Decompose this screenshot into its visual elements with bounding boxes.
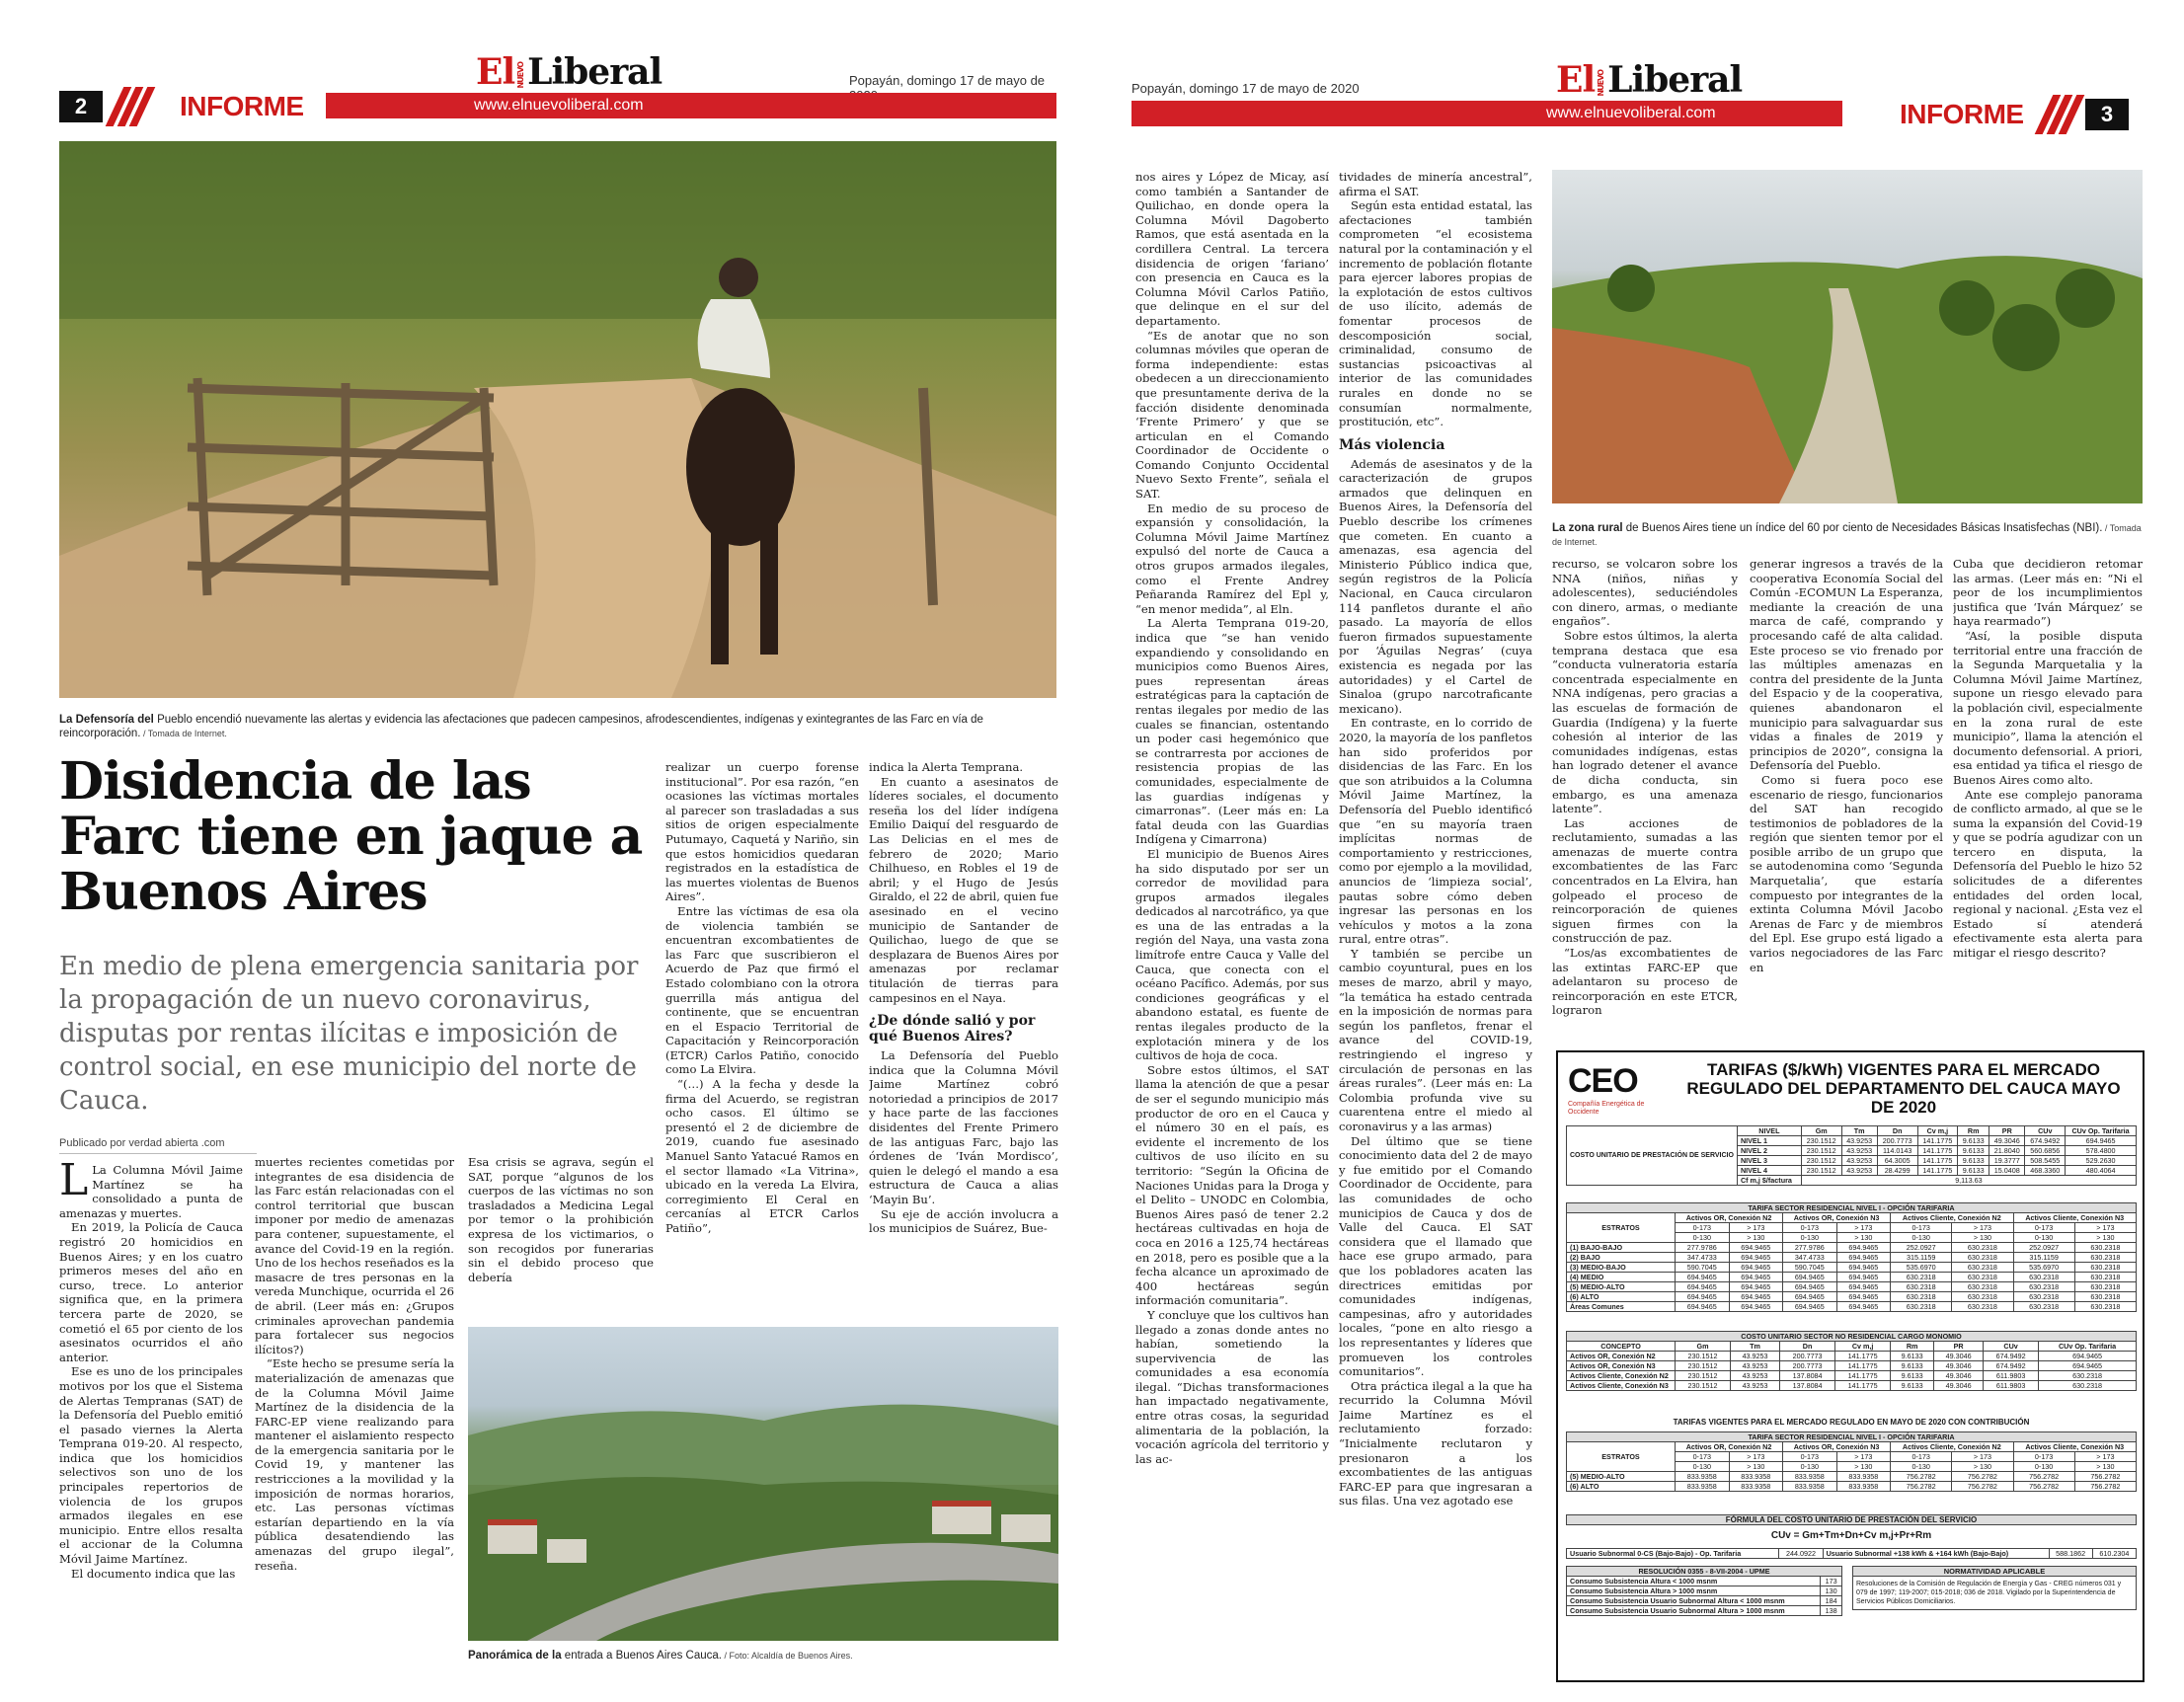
- stripes-decoration: [111, 91, 146, 122]
- caption-text: Pueblo encendió nuevamente las alertas y evidencia las afectaciones que padecen campesinos, afrodescendientes, indígenas y exintegrantes de las Farc en vía de reincorporación.: [59, 714, 983, 739]
- caption-credit: / Tomada de Internet.: [140, 729, 227, 738]
- table-row: NIVEL 2 230.1512 43.9253 114.0143 141.1775 9.6133 21.8040 560.6856 578.4800: [1567, 1146, 2137, 1156]
- photo-rider-gate: [59, 141, 1056, 698]
- table-row: (6) ALTO 833.9358 833.9358 833.9358 833.9358 756.2782 756.2782 756.2782 756.2782: [1567, 1482, 2137, 1492]
- article-column-1: [59, 1163, 243, 1686]
- ceo-brand: CEO: [1568, 1062, 1638, 1100]
- page-3: [1092, 0, 2184, 1702]
- logo-el: El: [1556, 59, 1596, 101]
- paragraph: “Así, la posible disputa territorial entre una fracción de la Segunda Marquetalia y la Columna Móvil Jaime Martínez, supone un riesgo elevado para la población civil, especialmente en la zona rural de este municipio”, llama la atención el documento defensorial. A priori, esa entidad ya tifica el riesgo de Buenos Aires como alto.: [1953, 628, 2143, 787]
- dateline: Popayán, domingo 17 de mayo de 2020: [1131, 81, 1360, 96]
- table-row: (5) MEDIO-ALTO 833.9358 833.9358 833.9358 833.9358 756.2782 756.2782 756.2782 756.2782: [1567, 1472, 2137, 1482]
- paragraph: Otra práctica ilegal a la que ha recurrido la Columna Móvil Jaime Martínez es el reclutamiento forzado: “Inicialmente reclutaron y presionaron a los excombatientes de las antiguas FARC-EP para que ingresaran a sus filas. Una vez agotado ese: [1339, 1378, 1532, 1509]
- table-row: Consumo Subsistencia Usuario Subnormal Altura < 1000 msnm 184: [1567, 1596, 1842, 1606]
- table-subnormal: [1566, 1548, 2137, 1559]
- logo-el: El: [476, 51, 515, 93]
- caption-text: entrada a Buenos Aires Cauca.: [561, 1650, 722, 1662]
- paragraph: Y también se percibe un cambio coyuntural, pues en los meses de marzo, abril y mayo, “la temática ha estado centrada en la imposición de normas para según los panfletos, frenar el avance del COVID-19, restringiendo el ingreso y circulación de personas en las áreas rurales”. (Leer más en: La Colombia profunda vive su cuarentena entre el miedo al coronavirus y a las armas): [1339, 946, 1532, 1133]
- caption-credit: / Tomada de Internet.: [1552, 523, 2142, 547]
- caption-credit: / Foto: Alcaldía de Buenos Aires.: [722, 1651, 853, 1661]
- page-header: [59, 51, 1056, 124]
- paragraph: En contraste, en lo corrido de 2020, la mayoría de los panfletos han sido proferidos por disidencias de las Farc. En los que son atribuidos a la Columna Móvil Jaime Martínez, la Defensoría del Pueblo identificó que “en su mayoría traen implícitas normas de comportamiento y restricciones, como por ejemplo a la movilidad, anuncios de ‘limpieza social’, pautas sobre cómo deben ingresar las personas en los vehículos y motos a la zona rural, entre otras”.: [1339, 716, 1532, 947]
- table-row: (6) ALTO 694.9465 694.9465 694.9465 694.9465 630.2318 630.2318 630.2318 630.2318: [1567, 1292, 2137, 1302]
- paragraph: Del último que se tiene conocimiento data del 2 de mayo y fue emitido por el Comando Coordinador de Occidente, para las comunidades de ocho municipios de Cauca y dos de Valle del Cauca. El SAT considera que el llamado que hace ese grupo armado, para que los pobladores acaten las directrices emitidas por comunidades indígenas, campesinas, afro y autoridades locales, “pone en alto riesgo a los representantes y líderes que promueven los controles comunitarios”.: [1339, 1133, 1532, 1379]
- paragraph: Sobre estos últimos, el SAT llama la atención de que a pesar de ser el segundo municipio más productor de oro en el Cauca y el número 30 en el país, es evidente el incremento de los cultivos de uso ilícito en su territorio: “Según la Oficina de Naciones Unidas para la Droga y el Delito – UNODC en Colombia, Buenos Aires pasó de tener 2.2 hectáreas cultivadas en hoja de coca en 2016 a 125,74 hectáreas en 2018, pero es posible que a la fecha alcance un aproximado de 400 hectáreas según información comunitaria”.: [1135, 1062, 1329, 1308]
- article-column-4: [1750, 557, 1943, 1035]
- site-url: www.elnuevoliberal.com: [474, 97, 644, 114]
- paragraph: En medio de su proceso de expansión y consolidación, la Columna Móvil Jaime Martínez expulsó del norte de Cauca a otros grupos armados ilegales, como el Frente Andrey Peñaranda Ramírez del Epl y, “en menor medida”, al Eln.: [1135, 501, 1329, 616]
- paragraph: Ante ese complejo panorama de conflicto armado, al que se le suma la expansión del Covid-19 y que se podría agudizar con un tercero en disputa, la Defensoría del Pueblo le hizo 52 solicitudes de a diferentes entidades del orden local, regional y nacional. ¿Esta vez el Estado sí atenderá efectivamente esta alerta para mitigar el riesgo descrito?: [1953, 787, 2143, 961]
- section-label: INFORME: [1900, 99, 2024, 129]
- stripes-decoration: [2040, 99, 2075, 130]
- paragraph: En 2019, la Policía de Cauca registró 20 homicidios en Buenos Aires; y en los cuatro primeros meses del año en curso, trece. Lo anterior significa que, en la primera tercera parte de 2020, se cometió el 65 por ciento de los asesinatos ocurridos el año anterior.: [59, 1220, 243, 1364]
- table-row: (2) BAJO 347.4733 694.9465 347.4733 694.9465 315.1159 630.2318 315.1159 630.2318: [1567, 1253, 2137, 1263]
- article-column-2: [1339, 170, 1532, 1670]
- paragraph: realizar un cuerpo forense institucional”. Por esa razón, “en ocasiones las víctimas mortales al parecer son trasladadas a sus sitios de origen especialmente Putumayo, Caquetá y Nariño, sin que estos homicidios quedaran registrados en la estadística de las muertes violentas de Buenos Aires”.: [665, 760, 859, 904]
- table-row: Consumo Subsistencia Altura > 1000 msnm 130: [1567, 1586, 1842, 1596]
- table-row: Usuario Subnormal 0-CS (Bajo-Bajo) - Op. Tarifaria 244.0922 Usuario Subnormal +138 kWh & +164 kWh (Bajo-Bajo) 588.1862 610.2304: [1567, 1549, 2137, 1559]
- table-cost-unit: COSTO UNITARIO DE PRESTACIÓN DE SERVICIO NIVEL Gm Tm Dn Cv m,j Rm PR CUv CUv Op. Tarifaria NIVEL 1 230.1512 43.9253 200.7773 141.1775 9.6133 49.3046 674.9492 694.9465 NIVEL 2 230.1512 43.9253 114.0143 141.1775 9.6133 21.8040 560.6856 578.4800 NIVEL 3 230.1512 43.9253 64.3005 141.1775 9.6133 19.3777 508.5455 529.2630 NIVEL 4 230.1512 43.9253 28.4299 141.1775 9.6133 15.0408 468.3360 480.4064 Cf m,j $/factura 9,113.63: [1566, 1125, 2137, 1186]
- site-url: www.elnuevoliberal.com: [1546, 105, 1716, 121]
- logo-liberal: Liberal: [527, 51, 663, 93]
- paragraph: “(…) A la fecha y desde la firma del Acuerdo, se registran ocho casos. El último se presentó el 2 de diciembre de 2019, cuando fue asesinado Manuel Santo Yatacué Ramos en el sector llamado «La Vitrina», ubicado en la vereda La Elvira, corregimiento El Ceral en cercanías al ETCR Carlos Patiño”,: [665, 1077, 859, 1235]
- table-row: (5) MEDIO-ALTO 694.9465 694.9465 694.9465 694.9465 630.2318 630.2318 630.2318 630.2318: [1567, 1282, 2137, 1292]
- table-row: Consumo Subsistencia Altura < 1000 msnm 173: [1567, 1577, 1842, 1586]
- formula-title: FÓRMULA DEL COSTO UNITARIO DE PRESTACIÓN DEL SERVICIO: [1566, 1514, 2137, 1525]
- table-row: (1) BAJO-BAJO 277.9786 694.9465 277.9786 694.9465 252.0927 630.2318 252.0927 630.2318: [1567, 1243, 2137, 1253]
- paragraph: Sobre estos últimos, la alerta temprana destaca que esa “conducta vulneratoria estaría concentrada especialmente en NNA indígenas, pero gracias a las escuelas de formación de Guardia (Indígena) y la fuerte cohesión al interior de las comunidades indígenas, estas han logrado detener el avance de dicha conducta, sin embargo, es una amenaza latente”.: [1552, 628, 1738, 816]
- paragraph: nos aires y López de Micay, así como también a Santander de Quilichao, en donde opera la Columna Móvil Dagoberto Ramos, que está asentada en la cordillera Central. La tercera disidencia de origen ‘fariano’ con presencia en Cauca es la Columna Móvil Carlos Patiño, que delinque en el sur del departamento.: [1135, 170, 1329, 328]
- table-row: Activos Cliente, Conexión N2 230.1512 43.9253 137.8084 141.1775 9.6133 49.3046 611.9803 630.2318: [1567, 1371, 2137, 1381]
- ad-title: TARIFAS ($/kWh) VIGENTES PARA EL MERCADO REGULADO DEL DEPARTAMENTO DEL CAUCA MAYO DE 2020: [1686, 1060, 2121, 1117]
- paragraph: Ese es uno de los principales motivos por los que el Sistema de Alertas Tempranas (SAT) de la Defensoría del Pueblo emitió el pasado viernes la Alerta Temprana 019-20. Al respecto, indica que los homicidios selectivos son uno de los principales repertorios de violencia de los grupos armados ilegales en ese municipio. Entre ellos resalta el accionar de la Columna Móvil Jaime Martínez.: [59, 1364, 243, 1567]
- article-column-3: [468, 1155, 654, 1313]
- article-column-4: [665, 760, 859, 1313]
- paragraph: “Este hecho se presume sería la materialización de amenazas que de la Columna Móvil Jaime Martínez de la disidencia de la FARC-EP viene realizando para mantener el aislamiento respecto de la emergencia sanitaria por le Covid 19, y mantener las restricciones a la movilidad y la imposición de normas horarios, etc. Las personas víctimas estarían departiendo en la vía pública desatendiendo las amenazas del grupo ilegal”, reseña.: [255, 1356, 454, 1573]
- caption-text: de Buenos Aires tiene un índice del 60 por ciento de Necesidades Básicas Insatisfechas (NBI).: [1622, 522, 2103, 534]
- photo-road-illustration: [1552, 170, 2143, 503]
- paragraph: muertes recientes cometidas por integrantes de esa disidencia de las Farc están relacionadas con el control territorial que buscan imponer por medio de amenazas para contener, supuestamente, el avance del Covid-19 en la región. Uno de los hechos reseñados es la masacre de tres personas en la vereda Munchique, ocurrida el 26 de abril. (Leer más en: ¿Grupos criminales aprovechan pandemia para fortalecer sus negocios ilícitos?): [255, 1155, 454, 1356]
- table-label: COSTO UNITARIO DE PRESTACIÓN DE SERVICIO: [1567, 1126, 1738, 1186]
- paragraph: La Defensoría del Pueblo indica que la Columna Móvil Jaime Martínez cobró notoriedad a principios de 2017 y hace parte de las facciones disidentes del Frente Primero de las antiguas Farc, bajo las órdenes de ‘Iván Mordisco’, quien le delegó el mando a esa estructura de Cauca a alias ‘Mayin Bu’.: [869, 1048, 1058, 1207]
- header-red-bar: [326, 93, 1056, 118]
- caption-bold: La zona rural: [1552, 522, 1623, 534]
- table-residential: TARIFA SECTOR RESIDENCIAL NIVEL I - OPCIÓN TARIFARIA ESTRATOS Activos OR, Conexión N2 Activos OR, Conexión N3 Activos Cliente, Conexión N2 Activos Cliente, Conexión N3 0-173 > 173 0-173 > 173 0-173 > 173 0-173 > 173 0-130 > 130 0-130 > 130 0-130 > 130 0-130 > 130 (1) BAJO-BAJO 277.9786 694.9465 277.9786 694.9465 252.0927 630.2318 252.0927 630.2318 (2) BAJO 347.4733 694.9465 347.4733 694.9465 315.1159 630.2318 315.1159 630.2318 (3) MEDIO-BAJO 590.7045 694.9465 590.7045 694.9465 535.6970 630.2318 535.6970 630.2318 (4) MEDIO 694.9465 694.9465 694.9465 694.9465 630.2318 630.2318 630.2318 630.2318 (5) MEDIO-ALTO 694.9465 694.9465 694.9465 694.9465 630.2318 630.2318 630.2318 630.2318 (6) ALTO 694.9465 694.9465 694.9465 694.9465 630.2318 630.2318 630.2318 630.2318 Áreas Comunes 694.9465 694.9465 694.9465 694.9465 630.2318 630.2318 630.2318 630.2318: [1566, 1202, 2137, 1312]
- paragraph: Y concluye que los cultivos han llegado a zonas donde antes no habían, sometiendo la supervivencia de las comunidades a esa economía ilegal. “Dichas transformaciones han impactado negativamente, entre otras cosas, la seguridad alimentaria de la población, la vocación agrícola del territorio y las ac-: [1135, 1307, 1329, 1466]
- paragraph: “Es de anotar que no son columnas móviles que operan de forma independiente: estas obedecen a un direccionamiento que presuntamente deriva de la facción disidente denominada ‘Frente Primero’ y que se articulan en el Comando Coordinador de Occidente o Comando Conjunto Occidental Nuevo Sexto Frente”, señala el SAT.: [1135, 328, 1329, 502]
- article-column-5: [1953, 557, 2143, 1035]
- paragraph: Según esta entidad estatal, las afectaciones también comprometen “el ecosistema natural por la contaminación y el incremento de población flotante para ejercer labores propias de la explotación de estos cultivos de uso ilícito, además de fomentar procesos de descomposición social, criminalidad, consumo de sustancias psicoactivas al interior de las comunidades rurales en donde no se consumían normalmente, prostitución, etc”.: [1339, 198, 1532, 429]
- drop-cap: L: [59, 1163, 89, 1205]
- ceo-brand-sub: Compañía Energética de Occidente: [1568, 1101, 1645, 1116]
- newspaper-logo: [476, 51, 662, 93]
- caption-bold: Panorámica de la: [468, 1650, 562, 1662]
- article-column-1: [1135, 170, 1329, 1670]
- photo-rider-gate-illustration: [59, 141, 1056, 698]
- normativity-title: NORMATIVIDAD APLICABLE: [1853, 1567, 2136, 1577]
- paragraph: El municipio de Buenos Aires ha sido disputado por ser un corredor de movilidad para grupos armados ilegales dedicados al narcotráfico, ya que es una de las entradas a la región del Naya, una vasta zona limítrofe entre Cauca y Valle del Cauca, que conecta con el océano Pacífico. Además, por sus condiciones geográficas y el abandono estatal, es fuente de rentas ilegales producto de la explotación minera y de los cultivos de hoja de coca.: [1135, 846, 1329, 1063]
- paragraph: indica la Alerta Temprana.: [869, 760, 1024, 774]
- table-row: NIVEL 4 230.1512 43.9253 28.4299 141.1775 9.6133 15.0408 468.3360 480.4064: [1567, 1166, 2137, 1176]
- table-row: Cf m,j $/factura 9,113.63: [1567, 1176, 2137, 1186]
- table-row: (3) MEDIO-BAJO 590.7045 694.9465 590.7045 694.9465 535.6970 630.2318 535.6970 630.2318: [1567, 1263, 2137, 1273]
- paragraph: Esa crisis se agrava, según el SAT, porque “algunos de los cuerpos de las víctimas no son trasladados a Medicina Legal por temor o la prohibición expresa de los victimarios, o son recogidos por funerarias sin el debido proceso que debería: [468, 1155, 654, 1284]
- table-row: NIVEL 3 230.1512 43.9253 64.3005 141.1775 9.6133 19.3777 508.5455 529.2630: [1567, 1156, 2137, 1166]
- photo-rural-road: [1552, 170, 2143, 503]
- article-column-2: [255, 1155, 454, 1668]
- normativity-box: [1852, 1566, 2137, 1610]
- paragraph: L La Columna Móvil Jaime Martínez se ha consolidado a punta de amenazas y muertes.: [59, 1163, 243, 1220]
- paragraph: Su eje de acción involucra a los municipios de Suárez, Bue-: [869, 1206, 1058, 1236]
- photo-panorama-illustration: [468, 1327, 1058, 1641]
- ceo-tariff-ad: [1556, 1050, 2145, 1682]
- headline: Disidencia de las Farc tiene en jaque a Buenos Aires: [59, 751, 643, 922]
- page-header: [1131, 55, 2129, 129]
- table-contribution: TARIFA SECTOR RESIDENCIAL NIVEL I - OPCIÓN TARIFARIA ESTRATOS Activos OR, Conexión N2 Activos OR, Conexión N3 Activos Cliente, Conexión N2 Activos Cliente, Conexión N3 0-173 > 173 0-173 > 173 0-173 > 173 0-173 > 173 0-130 > 130 0-130 > 130 0-130 > 130 0-130 > 130 (5) MEDIO-ALTO 833.9358 833.9358 833.9358 833.9358 756.2782 756.2782 756.2782 756.2782 (6) ALTO 833.9358 833.9358 833.9358 833.9358 756.2782 756.2782 756.2782 756.2782: [1566, 1431, 2137, 1492]
- table-row: Activos Cliente, Conexión N3 230.1512 43.9253 137.8084 141.1775 9.6133 49.3046 611.9803 630.2318: [1567, 1381, 2137, 1391]
- logo-nuevo: NUEVO: [516, 61, 526, 89]
- table-consumo: RESOLUCIÓN 0355 - 8-VII-2004 - UPME Consumo Subsistencia Altura < 1000 msnm 173 Consumo Subsistencia Altura > 1000 msnm 130 Consumo Subsistencia Usuario Subnormal Altura < 1000 msnm 184 Consumo Subsistencia Usuario Subnormal Altura > 1000 msnm 138: [1566, 1566, 1842, 1616]
- paragraph: Entre las víctimas de esa ola de violencia también se encuentran excombatientes de las Farc que suscribieron el Acuerdo de Paz que firmó el Estado colombiano con la otrora guerrilla más antigua del continente, que se encuentran en el Espacio Territorial de Capacitación y Reincorporación (ETCR) Carlos Patiño, conocido como La Elvira.: [665, 903, 859, 1077]
- paragraph: “Los/as excombatientes de las extintas FARC-EP que adelantaron su proceso de reincorporación en este ETCR, lograron: [1552, 946, 1738, 1018]
- dateline: Popayán, domingo 17 de mayo de: [849, 73, 1046, 88]
- normativity-text: Resoluciones de la Comisión de Regulación de Energía y Gas - CREG números 031 y 079 de 1997; 119-2007; 015-2018; 036 de 2018. Vigilado por la Superintendencia de Servicios Públicos Domiciliarios.: [1856, 1581, 2122, 1605]
- paragraph: Además de asesinatos y de la caracterización de grupos armados que delinquen en Buenos Aires, la Defensoría del Pueblo describe los crímenes que cometen. En cuanto a amenazas, esa agencia del Ministerio Público indica que, según registros de la Policía Nacional, en Cauca circularon 114 panfletos durante el año pasado. La mayoría de ellos fueron firmados supuestamente por ‘Águilas Negras’ (cuya existencia es negada por las autoridades) y el Cartel de Sinaloa (grupo narcotraficante mexicano).: [1339, 456, 1532, 716]
- table-row: Consumo Subsistencia Usuario Subnormal Altura > 1000 msnm 138: [1567, 1606, 1842, 1616]
- paragraph: El documento indica que las: [71, 1566, 236, 1581]
- page-number: 2: [59, 91, 103, 122]
- table-row: Activos OR, Conexión N3 230.1512 43.9253 200.7773 141.1775 9.6133 49.3046 674.9492 694.9465: [1567, 1361, 2137, 1371]
- table-non-residential: COSTO UNITARIO SECTOR NO RESIDENCIAL CARGO MONOMIO CONCEPTO Gm Tm Dn Cv m,j Rm PR CUv CUv Op. Tarifaria Activos OR, Conexión N2 230.1512 43.9253 200.7773 141.1775 9.6133 49.3046 674.9492 694.9465 Activos OR, Conexión N3 230.1512 43.9253 200.7773 141.1775 9.6133 49.3046 674.9492 694.9465 Activos Cliente, Conexión N2 230.1512 43.9253 137.8084 141.1775 9.6133 49.3046 611.9803 630.2318 Activos Cliente, Conexión N3 230.1512 43.9253 137.8084 141.1775 9.6133 49.3046 611.9803 630.2318: [1566, 1331, 2137, 1391]
- table-row: Activos OR, Conexión N2 230.1512 43.9253 200.7773 141.1775 9.6133 49.3046 674.9492 694.9465: [1567, 1352, 2137, 1361]
- paragraph: recurso, se volcaron sobre los NNA (niños, niñas y adolescentes), seduciéndoles con dinero, armas, o mediante engaños”.: [1552, 557, 1738, 629]
- page-number: 3: [2085, 99, 2129, 130]
- section-label: INFORME: [180, 91, 304, 121]
- table-row: (4) MEDIO 694.9465 694.9465 694.9465 694.9465 630.2318 630.2318 630.2318 630.2318: [1567, 1273, 2137, 1282]
- paragraph: Como si fuera poco ese escenario de riesgo, funcionarios del SAT han recogido testimonios de pobladores de la región que sienten temor por el posible arribo de un grupo que se autodenomina como ‘Segunda Marquetalia’, que estaría compuesto por integrantes de la extinta Columna Móvil Jacobo Arenas de Farc y de miembros del Epl. Ese grupo está ligado a varios negociadores de las Farc en: [1750, 772, 1943, 974]
- byline: Publicado por verdad abierta .com: [59, 1137, 257, 1154]
- paragraph: Las acciones de reclutamiento, sumadas a las amenazas de muerte contra excombatientes de las Farc concentrados en La Elvira, han golpeado el proceso de reincorporación de quienes siguen firmes con la construcción de paz.: [1552, 815, 1738, 946]
- caption-bold: La Defensoría del: [59, 714, 154, 726]
- article-column-5: [869, 760, 1058, 1313]
- ad-contribution-line: TARIFAS VIGENTES PARA EL MERCADO REGULADO EN MAYO DE 2020 CON CONTRIBUCIÓN: [1673, 1418, 2030, 1427]
- newspaper-logo: [1556, 59, 1742, 101]
- deck: En medio de plena emergencia sanitaria por la propagación de un nuevo coronavirus, disputas por rentas ilícitas e imposición de control social, en ese municipio del norte de Cauca.: [59, 952, 639, 1116]
- table-row: Áreas Comunes 694.9465 694.9465 694.9465 694.9465 630.2318 630.2318 630.2318 630.2318: [1567, 1302, 2137, 1312]
- table-row: NIVEL 1 230.1512 43.9253 200.7773 141.1775 9.6133 49.3046 674.9492 694.9465: [1567, 1136, 2137, 1146]
- photo2-caption: [468, 1649, 1058, 1663]
- subheading: Más violencia: [1339, 436, 1445, 453]
- ceo-logo: [1568, 1062, 1659, 1117]
- paragraph: La Alerta Temprana 019-20, indica que “se han venido expandiendo y consolidando en municipios como Buenos Aires, pues representan áreas estratégicas para la captación de rentas ilegales por medio de las cuales se financian, ostentando un poder casi hegemónico que se contrarresta por acciones de resistencia propias de las comunidades, especialmente de las guardias indígenas y cimarronas”. (Leer más en: La fatal deuda con las Guardias Indígena y Cimarrona): [1135, 616, 1329, 847]
- paragraph: tividades de minería ancestral”, afirma el SAT.: [1339, 170, 1532, 198]
- article-column-3: [1552, 557, 1738, 1035]
- paragraph: Cuba que decidieron retomar las armas. (Leer más en: “Ni el peor de los incumplimientos justifica que ‘Iván Márquez’ se haya rearmado”): [1953, 557, 2143, 629]
- photo-buenos-aires-panorama: [468, 1327, 1058, 1641]
- formula: CUv = Gm+Tm+Dn+Cv m,j+Pr+Rm: [1770, 1530, 1932, 1541]
- logo-liberal: Liberal: [1607, 59, 1743, 101]
- paragraph: En cuanto a asesinatos de líderes sociales, el documento reseña los del líder indígena Emilio Daiquí del resguardo de Las Delicias en el mes de febrero de 2020; Mario Chilhueso, en Robles el 19 de abril; y el Hugo de Jesús Giraldo, el 22 de abril, quien fue asesinado en el vecino municipio de Santander de Quilichao, luego de que se desplazara de Buenos Aires por amenazas por reclamar titulación de tierras para campesinos en el Naya.: [869, 774, 1058, 1005]
- header-red-bar: [1131, 101, 1842, 126]
- logo-nuevo: NUEVO: [1597, 69, 1606, 97]
- photo-caption: [59, 713, 1056, 740]
- photo-caption: [1552, 521, 2143, 549]
- paragraph: generar ingresos a través de la cooperativa Economía Social del Común -ECOMUN La Esperanza, mediante la creación de una marca de café, comprando y procesando café de alta calidad. Este proceso se vio frenado por las múltiples amenazas en contra del presidente de la Junta del Espacio y de la cooperativa, quienes abandonaron el municipio para salvaguardar sus vidas a finales de 2019 y principios de 2020”, consigna la Defensoría del Pueblo.: [1750, 557, 1943, 773]
- subheading: ¿De dónde salió y por qué Buenos Aires?: [869, 1013, 1036, 1045]
